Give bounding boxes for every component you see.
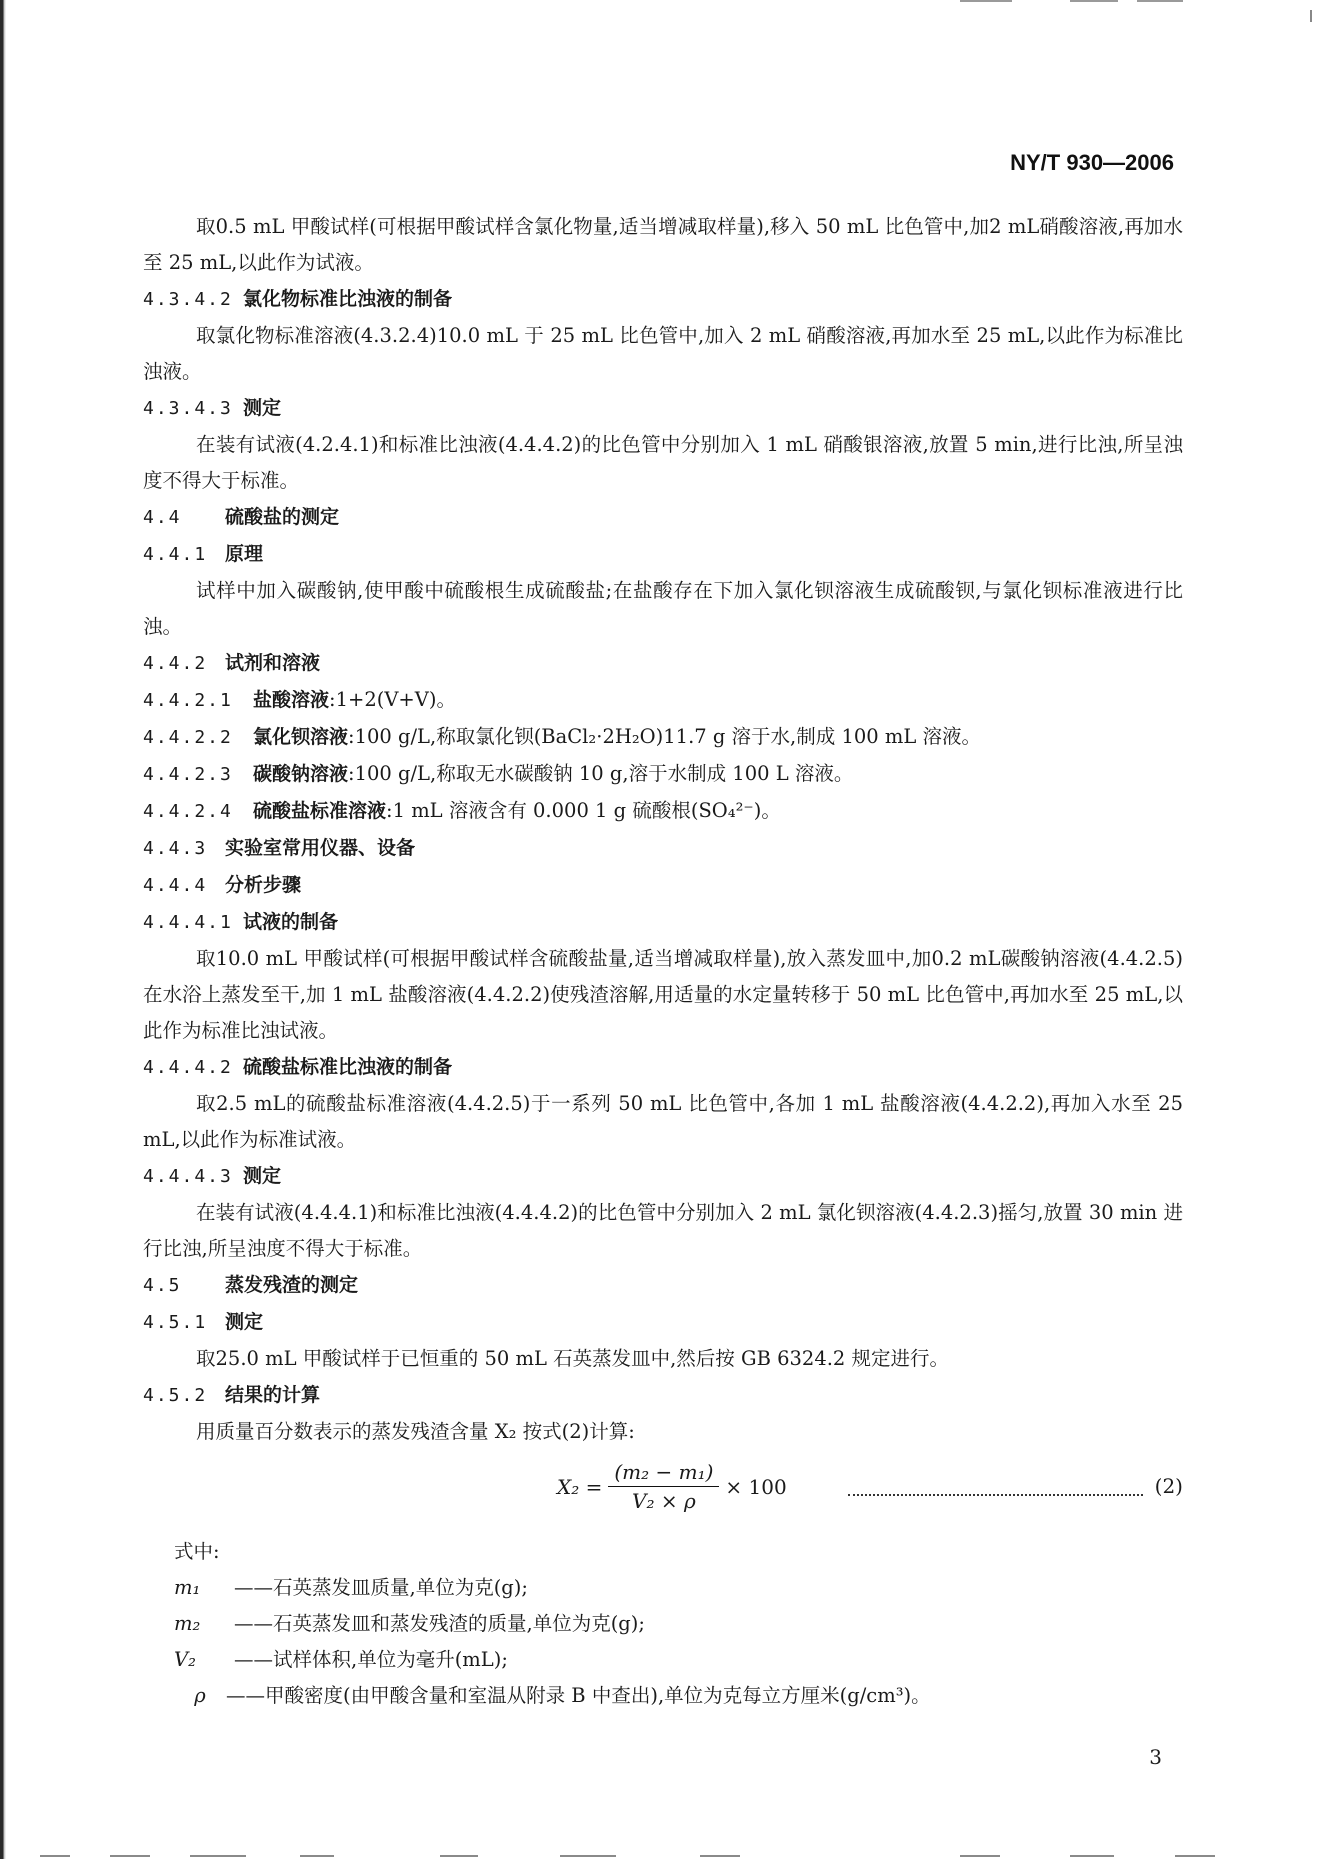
formula-denominator: V₂ × ρ: [632, 1489, 696, 1513]
page-number: 3: [1149, 1745, 1162, 1769]
bottom-rule: [700, 1855, 740, 1857]
bottom-rule: [440, 1855, 478, 1857]
bottom-rule: [560, 1855, 616, 1857]
reagent-item: [143, 793, 1183, 830]
section-heading: [143, 1267, 1183, 1304]
intro-paragraph: 取0.5 mL 甲酸试样(可根据甲酸试样含氯化物量,适当增减取样量),移入 50 mL 比色管中,加2 mL硝酸溶液,再加水至 25 mL,以此作为试液。: [143, 215, 1183, 274]
reagent-item: [143, 719, 1183, 756]
section-text: 取2.5 mL的硫酸盐标准溶液(4.4.2.5)于一系列 50 mL 比色管中,各加 1 mL 盐酸溶液(4.4.2.2),再加入水至 25 mL,以此作为标准试液。: [143, 1092, 1183, 1151]
section-heading: [143, 1158, 1183, 1195]
section-heading: [143, 1049, 1183, 1086]
reagent-item: [143, 682, 1183, 719]
section-number: 4.5: [143, 1275, 182, 1296]
section-heading: [143, 390, 1183, 427]
reagent-detail: :100 g/L,称取氯化钡(BaCl₂·2H₂O)11.7 g 溶于水,制成 100 mL 溶液。: [348, 725, 982, 748]
section-title: 测定: [225, 1311, 264, 1333]
formula-numerator: (m₂ − m₁): [608, 1460, 719, 1487]
scan-mark: [1310, 10, 1312, 22]
scan-edge: [0, 0, 6, 1859]
bottom-rule: [960, 1855, 1000, 1857]
bottom-rule: [300, 1855, 334, 1857]
section-number: 4.5.2: [143, 1385, 208, 1406]
section-title: 测定: [243, 1165, 282, 1187]
reagent-term: 硫酸盐标准溶液: [253, 800, 387, 822]
section-number: 4.5.1: [143, 1312, 208, 1333]
top-rule: [1070, 0, 1118, 2]
section-title: 原理: [225, 543, 264, 565]
equation-2: [143, 1456, 1183, 1534]
bottom-rule: [110, 1855, 150, 1857]
reagent-item: [143, 756, 1183, 793]
bottom-rule: [1070, 1855, 1114, 1857]
formula-rhs: × 100: [725, 1474, 787, 1499]
standard-code: NY/T 930—2006: [1010, 150, 1174, 175]
section-heading: [143, 536, 1183, 573]
section-title: 测定: [243, 397, 282, 419]
section-title: 硫酸盐的测定: [225, 506, 340, 528]
section-title: 硫酸盐标准比浊液的制备: [243, 1056, 453, 1078]
variable-description: ——石英蒸发皿质量,单位为克(g);: [234, 1576, 528, 1599]
section-text: 用质量百分数表示的蒸发残渣含量 X₂ 按式(2)计算:: [196, 1420, 635, 1443]
variable-definition: [143, 1570, 1183, 1606]
section-heading: [143, 1304, 1183, 1341]
bottom-rule: [1175, 1855, 1215, 1857]
reagent-detail: :1 mL 溶液含有 0.000 1 g 硫酸根(SO₄²⁻)。: [386, 799, 781, 822]
reagent-term: 盐酸溶液: [253, 689, 330, 711]
variable-symbol: ρ: [194, 1684, 206, 1707]
variable-symbol: m₂: [174, 1612, 201, 1635]
section-number: 4.4.1: [143, 544, 208, 565]
section-heading: [143, 281, 1183, 318]
variable-description: ——甲酸密度(由甲酸含量和室温从附录 B 中查出),单位为克每立方厘米(g/cm³)。: [226, 1684, 931, 1707]
section-text: 在装有试液(4.2.4.1)和标准比浊液(4.4.4.2)的比色管中分别加入 1 mL 硝酸银溶液,放置 5 min,进行比浊,所呈浊度不得大于标准。: [143, 433, 1183, 492]
variable-symbol: V₂: [174, 1648, 196, 1671]
section-title: 蒸发残渣的测定: [225, 1274, 359, 1296]
section-number: 4.4: [143, 507, 182, 528]
section-heading: [143, 645, 1183, 682]
top-rule: [960, 0, 1012, 2]
section-text: 取氯化物标准溶液(4.3.2.4)10.0 mL 于 25 mL 比色管中,加入 2 mL 硝酸溶液,再加水至 25 mL,以此作为标准比浊液。: [143, 324, 1183, 383]
section-text: 取25.0 mL 甲酸试样于已恒重的 50 mL 石英蒸发皿中,然后按 GB 6324.2 规定进行。: [196, 1347, 950, 1370]
reagent-number: 4.4.2.2: [143, 727, 233, 748]
variable-description: ——石英蒸发皿和蒸发残渣的质量,单位为克(g);: [234, 1612, 645, 1635]
section-number: 4.4.4.1: [143, 912, 233, 933]
variable-symbol: m₁: [174, 1576, 201, 1599]
section-number: 4.3.4.3: [143, 398, 233, 419]
section-heading: [143, 867, 1183, 904]
section-title: 结果的计算: [225, 1384, 321, 1406]
bottom-rule: [190, 1855, 246, 1857]
section-number: 4.3.4.2: [143, 289, 233, 310]
reagent-number: 4.4.2.1: [143, 690, 233, 711]
variable-definition: [143, 1606, 1183, 1642]
equation-number: (2): [1154, 1474, 1183, 1498]
section-number: 4.4.4.2: [143, 1057, 233, 1078]
section-text: 试样中加入碳酸钠,使甲酸中硫酸根生成硫酸盐;在盐酸存在下加入氯化钡溶液生成硫酸钡,与氯化钡标准液进行比浊。: [143, 579, 1183, 638]
section-heading: [143, 904, 1183, 941]
reagent-number: 4.4.2.3: [143, 764, 233, 785]
section-text: 在装有试液(4.4.4.1)和标准比浊液(4.4.4.2)的比色管中分别加入 2 mL 氯化钡溶液(4.4.2.3)摇匀,放置 30 min 进行比浊,所呈浊度不得大于标准。: [143, 1201, 1183, 1260]
where-label: 式中:: [174, 1540, 220, 1563]
variable-definition: [143, 1678, 1183, 1714]
section-number: 4.4.2: [143, 653, 208, 674]
section-number: 4.4.3: [143, 838, 208, 859]
section-title: 氯化物标准比浊液的制备: [243, 288, 453, 310]
document-body: [143, 209, 1183, 1714]
reagent-detail: :100 g/L,称取无水碳酸钠 10 g,溶于水制成 100 L 溶液。: [348, 762, 854, 785]
top-rule: [1137, 0, 1183, 2]
section-title: 试液的制备: [243, 911, 339, 933]
section-heading: [143, 1377, 1183, 1414]
section-heading: [143, 830, 1183, 867]
reagent-detail: :1+2(V+V)。: [329, 688, 456, 711]
section-title: 分析步骤: [225, 874, 302, 896]
section-number: 4.4.4: [143, 875, 208, 896]
section-heading: [143, 499, 1183, 536]
section-title: 实验室常用仪器、设备: [225, 837, 416, 859]
section-title: 试剂和溶液: [225, 652, 321, 674]
variable-description: ——试样体积,单位为毫升(mL);: [234, 1648, 508, 1671]
formula-lhs: X₂ =: [557, 1474, 603, 1499]
variable-definition: [143, 1642, 1183, 1678]
bottom-rule: [40, 1855, 70, 1857]
section-number: 4.4.4.3: [143, 1166, 233, 1187]
reagent-term: 氯化钡溶液: [253, 726, 349, 748]
reagent-number: 4.4.2.4: [143, 801, 233, 822]
reagent-term: 碳酸钠溶液: [253, 763, 349, 785]
leader-dots: [848, 1480, 1143, 1496]
formula-fraction: [608, 1460, 719, 1513]
formula: [557, 1460, 787, 1513]
section-text: 取10.0 mL 甲酸试样(可根据甲酸试样含硫酸盐量,适当增减取样量),放入蒸发皿中,加0.2 mL碳酸钠溶液(4.4.2.5)在水浴上蒸发至干,加 1 mL 盐酸溶液(4.4.2.2)使残渣溶解,用适量的水定量转移于 50 mL 比色管中,再加水至 25 mL,以此作为标准比浊试液。: [143, 947, 1183, 1042]
